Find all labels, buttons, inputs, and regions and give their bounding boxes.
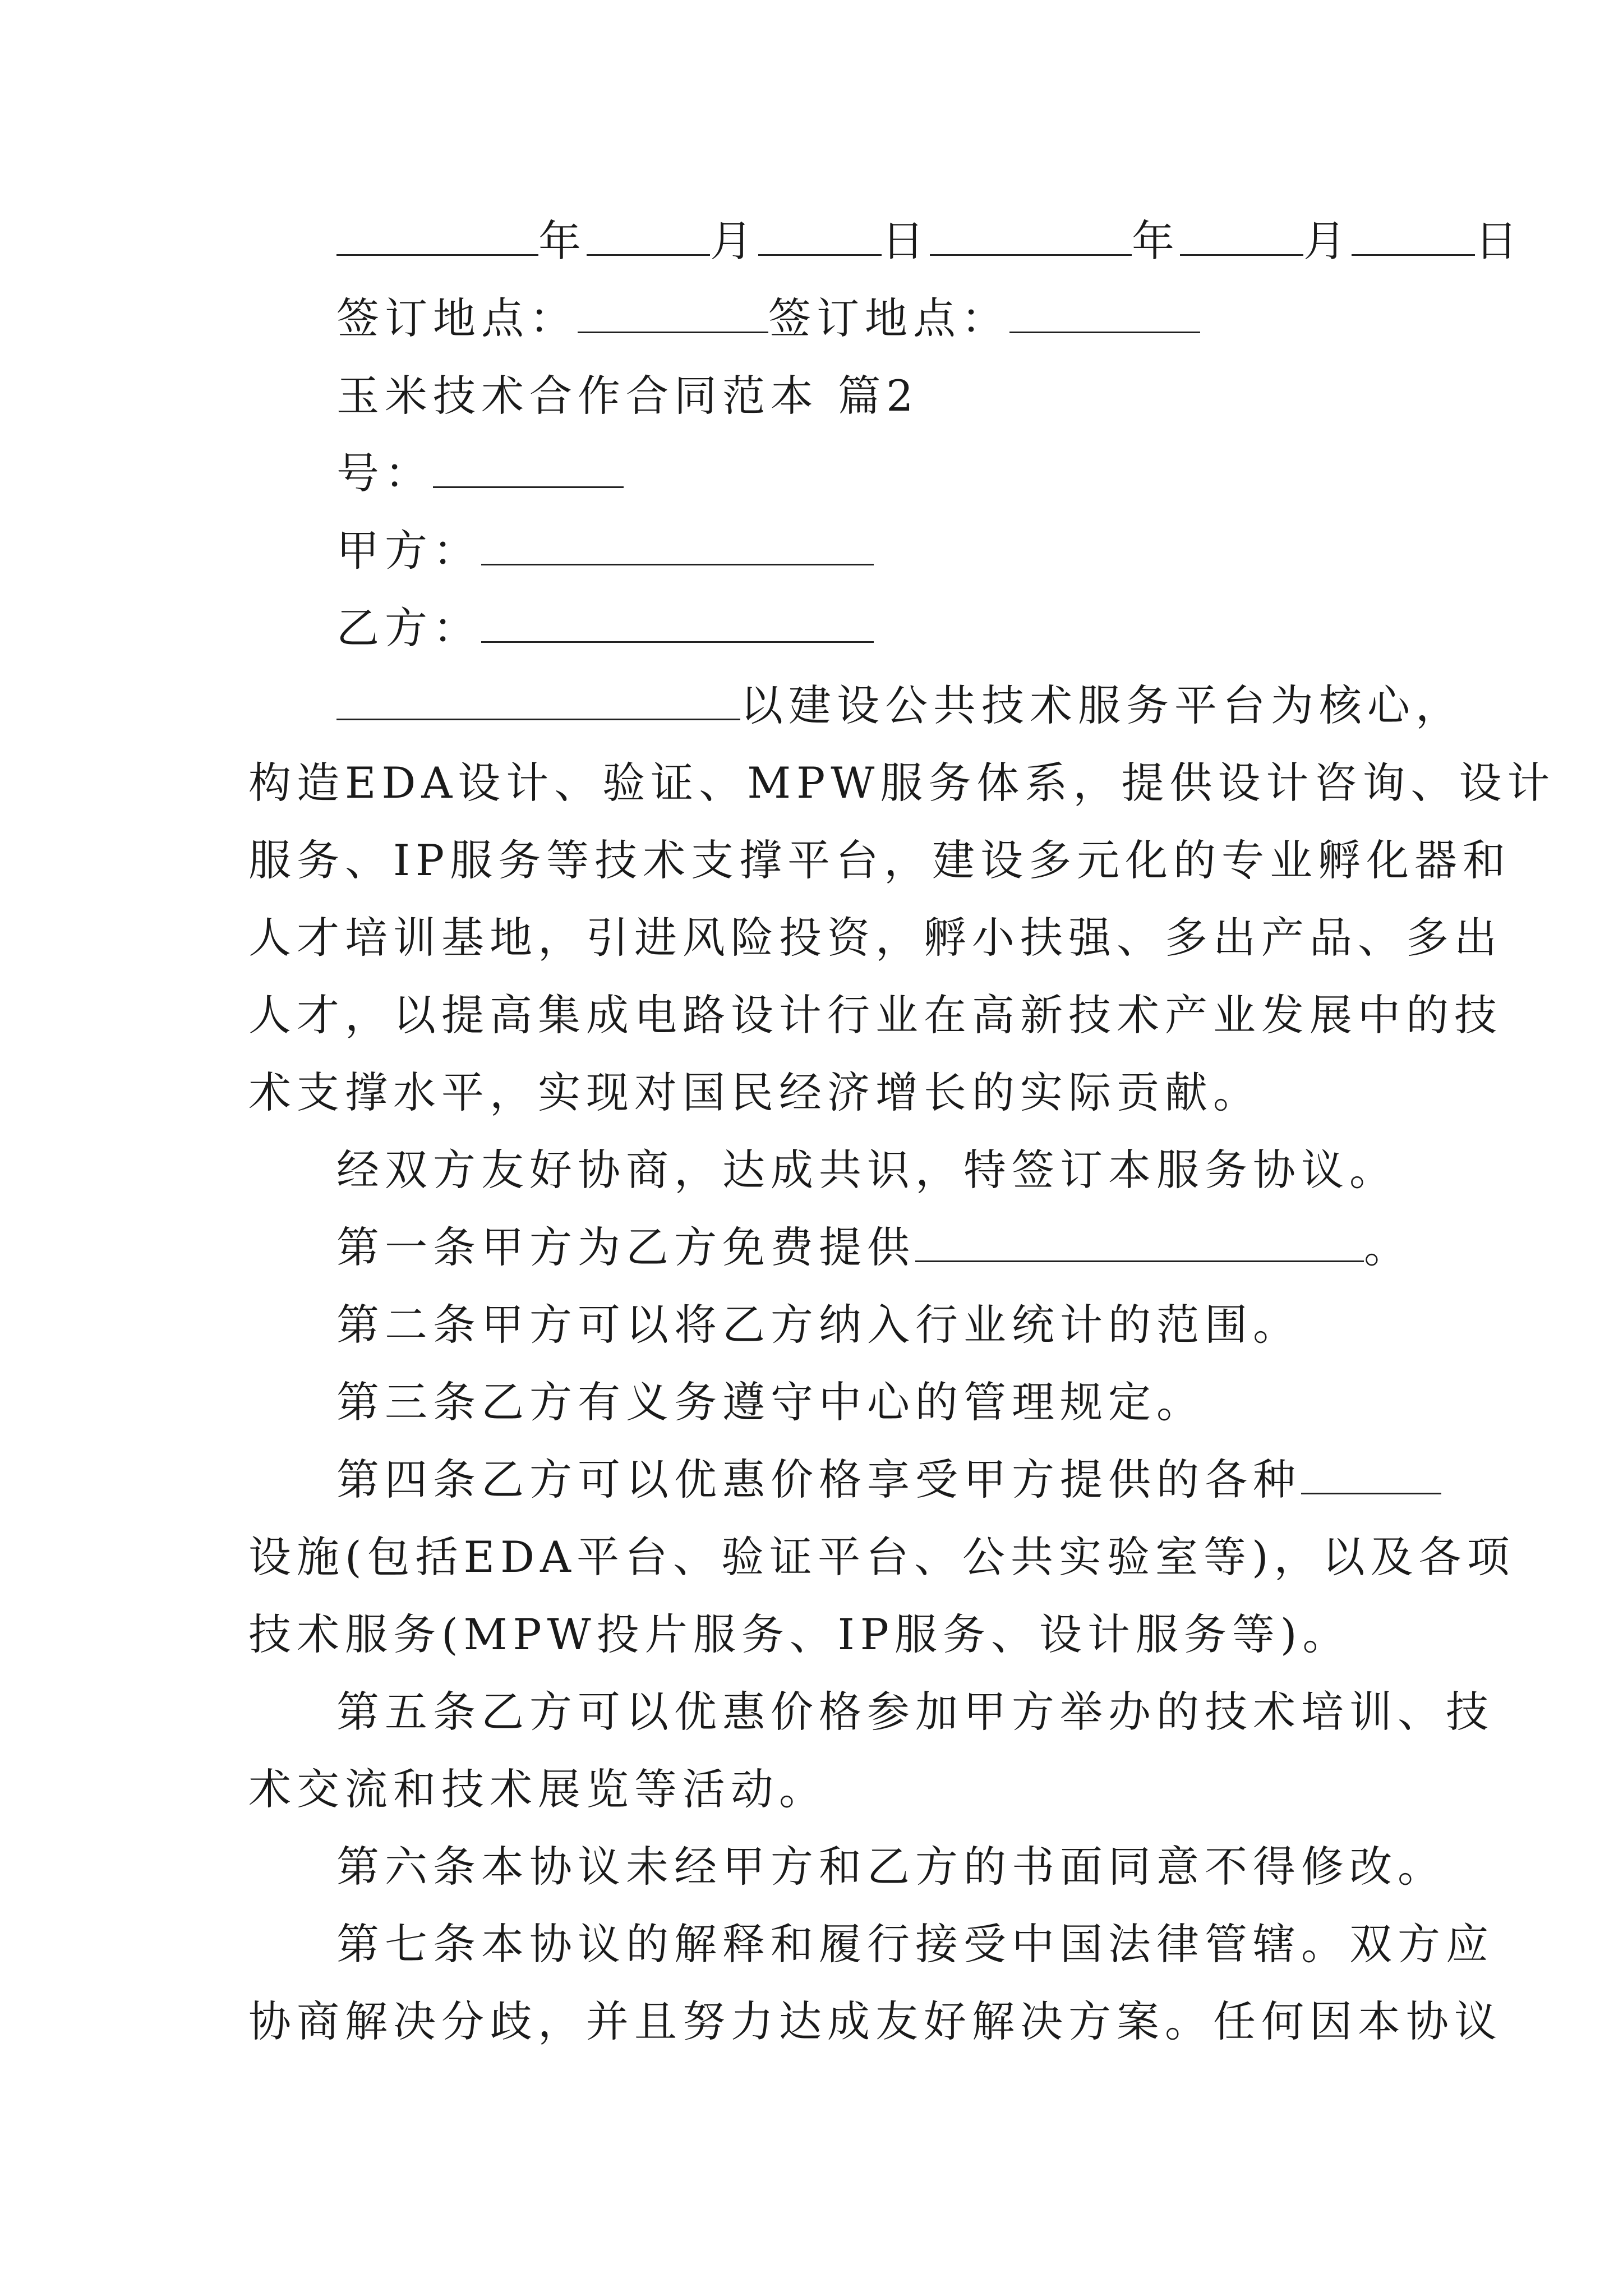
date-month-1: 月 bbox=[710, 216, 758, 266]
date-month-blank-2 bbox=[1180, 214, 1303, 256]
article-5-line-2: 术交流和技术展览等活动。 bbox=[248, 1764, 827, 1814]
date-year-blank-1 bbox=[336, 214, 538, 256]
intro-line-3: 服务、IP服务等技术支撑平台，建设多元化的专业孵化器和 bbox=[248, 835, 1511, 885]
article-5-line-1: 第五条乙方可以优惠价格参加甲方举办的技术培训、技 bbox=[336, 1687, 1494, 1737]
agreement-paragraph: 经双方友好协商，达成共识，特签订本服务协议。 bbox=[336, 1145, 1398, 1195]
party-b-label: 乙方： bbox=[336, 603, 481, 653]
section-heading: 玉米技术合作合同范本 篇2 bbox=[336, 371, 919, 421]
party-a-line bbox=[0, 523, 1623, 579]
intro-line-6: 术支撑水平，实现对国民经济增长的实际贡献。 bbox=[248, 1068, 1261, 1117]
intro-blank bbox=[336, 678, 740, 720]
article-7-line-1: 第七条本协议的解释和履行接受中国法律管辖。双方应 bbox=[336, 1919, 1494, 1969]
date-line bbox=[0, 213, 1623, 269]
article-7-line-2: 协商解决分歧，并且努力达成友好解决方案。任何因本协议 bbox=[248, 1996, 1502, 2046]
signing-place-line bbox=[0, 291, 1623, 347]
intro-line-5: 人才，以提高集成电路设计行业在高新技术产业发展中的技 bbox=[248, 990, 1502, 1040]
party-a-blank bbox=[481, 523, 874, 565]
article-1-suffix: 。 bbox=[1364, 1222, 1412, 1272]
article-6: 第六条本协议未经甲方和乙方的书面同意不得修改。 bbox=[336, 1842, 1446, 1892]
signing-place-label-2: 签订地点： bbox=[768, 293, 1009, 343]
contract-number-label: 号： bbox=[336, 448, 433, 498]
signing-place-blank-1 bbox=[578, 291, 768, 333]
party-a-label: 甲方： bbox=[336, 526, 481, 576]
party-b-blank bbox=[481, 601, 874, 643]
article-4-line-3: 技术服务(MPW投片服务、IP服务、设计服务等)。 bbox=[248, 1609, 1351, 1659]
article-3: 第三条乙方有义务遵守中心的管理规定。 bbox=[336, 1377, 1205, 1427]
article-1-blank bbox=[915, 1220, 1364, 1262]
intro-line-2: 构造EDA设计、验证、MPW服务体系，提供设计咨询、设计 bbox=[248, 758, 1556, 808]
article-4-text: 第四条乙方可以优惠价格享受甲方提供的各种 bbox=[336, 1455, 1301, 1504]
date-day-blank-2 bbox=[1352, 214, 1475, 256]
signing-place-blank-2 bbox=[1009, 291, 1200, 333]
intro-line-4: 人才培训基地，引进风险投资，孵小扶强、多出产品、多出 bbox=[248, 913, 1502, 963]
article-2: 第二条甲方可以将乙方纳入行业统计的范围。 bbox=[336, 1300, 1301, 1350]
contract-number-line bbox=[0, 445, 1623, 501]
intro-line-1 bbox=[0, 678, 1623, 734]
article-4-blank bbox=[1301, 1452, 1441, 1494]
date-day-blank-1 bbox=[758, 214, 882, 256]
date-day-2: 日 bbox=[1475, 216, 1523, 266]
article-1-text: 第一条甲方为乙方免费提供 bbox=[336, 1222, 915, 1272]
intro-text-1: 以建设公共技术服务平台为核心， bbox=[740, 680, 1464, 730]
date-month-blank-1 bbox=[587, 214, 710, 256]
article-1 bbox=[0, 1220, 1623, 1276]
article-4-line-2: 设施(包括EDA平台、验证平台、公共实验室等)，以及各项 bbox=[248, 1532, 1515, 1582]
date-year-2: 年 bbox=[1132, 216, 1180, 266]
date-day-1: 日 bbox=[882, 216, 930, 266]
date-year-blank-2 bbox=[930, 214, 1132, 256]
date-year-1: 年 bbox=[538, 216, 587, 266]
signing-place-label-1: 签订地点： bbox=[336, 293, 578, 343]
date-month-2: 月 bbox=[1303, 216, 1352, 266]
party-b-line bbox=[0, 600, 1623, 656]
contract-number-blank bbox=[433, 446, 624, 488]
article-4-line-1 bbox=[0, 1452, 1623, 1508]
